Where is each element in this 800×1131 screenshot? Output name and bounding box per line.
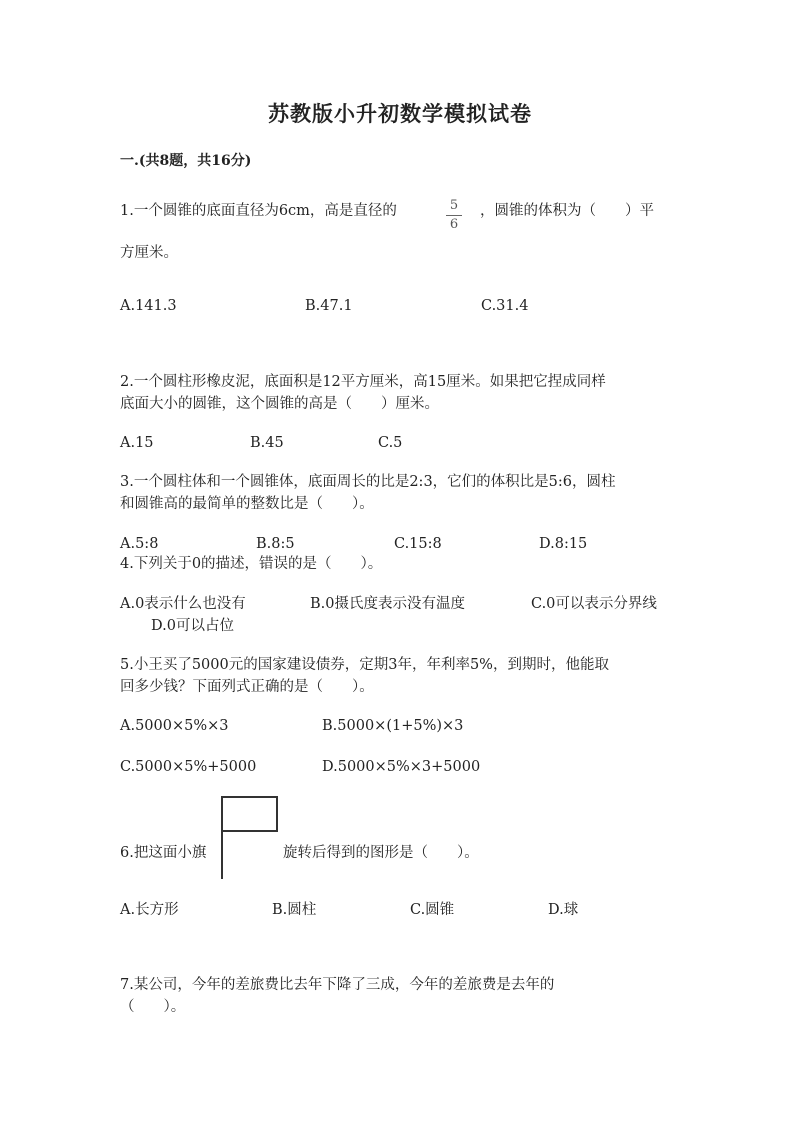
question-2-text-b: 底面大小的圆锥，这个圆锥的高是（ ）厘米。 [120, 396, 439, 412]
fraction-numerator: 5 [449, 198, 459, 213]
question-3-text-b: 和圆锥高的最简单的整数比是（ ）。 [120, 496, 374, 512]
fraction-denominator: 6 [449, 217, 459, 232]
option-b[interactable]: B.8:5 [256, 536, 295, 552]
question-1-text-a: 1.一个圆锥的底面直径为6cm，高是直径的 [120, 203, 397, 219]
option-b[interactable]: B.圆柱 [272, 902, 317, 918]
option-b[interactable]: B.45 [250, 435, 284, 451]
option-d[interactable]: D.球 [548, 902, 579, 918]
option-b[interactable]: B.47.1 [305, 298, 353, 314]
option-b[interactable]: B.0摄氏度表示没有温度 [310, 596, 465, 612]
option-a[interactable]: A.5000×5%×3 [120, 718, 229, 734]
question-5-text-a: 5.小王买了5000元的国家建设债券，定期3年，年利率5%，到期时，他能取 [120, 657, 609, 673]
option-c[interactable]: C.5000×5%+5000 [120, 759, 257, 775]
question-4-text: 4.下列关于0的描述，错误的是（ ）。 [120, 556, 383, 572]
option-c[interactable]: C.0可以表示分界线 [531, 596, 657, 612]
question-2-text-a: 2.一个圆柱形橡皮泥，底面积是12平方厘米，高15厘米。如果把它捏成同样 [120, 374, 606, 390]
option-b[interactable]: B.5000×(1+5%)×3 [322, 718, 464, 734]
section-header: 一.(共8题，共16分) [120, 153, 252, 169]
question-3-text-a: 3.一个圆柱体和一个圆锥体，底面周长的比是2:3，它们的体积比是5:6，圆柱 [120, 474, 616, 490]
option-c[interactable]: C.5 [378, 435, 403, 451]
option-a[interactable]: A.141.3 [120, 298, 177, 314]
question-7-text-b: （ ）。 [120, 999, 186, 1015]
flag-cloth [222, 797, 277, 831]
option-c[interactable]: C.15:8 [394, 536, 442, 552]
fraction-five-sixths [443, 198, 465, 233]
option-d[interactable]: D.5000×5%×3+5000 [322, 759, 481, 775]
option-a[interactable]: A.5:8 [120, 536, 159, 552]
option-d[interactable]: D.0可以占位 [151, 618, 234, 634]
question-6-text-b: 旋转后得到的图形是（ ）。 [283, 845, 479, 861]
option-a[interactable]: A.0表示什么也没有 [120, 596, 246, 612]
question-7-text-a: 7.某公司，今年的差旅费比去年下降了三成，今年的差旅费是去年的 [120, 977, 555, 993]
question-5-text-b: 回多少钱？下面列式正确的是（ ）。 [120, 679, 374, 695]
option-a[interactable]: A.15 [120, 435, 154, 451]
flag-figure [218, 795, 282, 881]
page-title: 苏教版小升初数学模拟试卷 [268, 101, 532, 126]
fraction-bar [446, 215, 462, 216]
option-c[interactable]: C.31.4 [481, 298, 529, 314]
option-a[interactable]: A.长方形 [120, 902, 179, 918]
option-d[interactable]: D.8:15 [539, 536, 588, 552]
option-c[interactable]: C.圆锥 [410, 902, 455, 918]
question-6-text-a: 6.把这面小旗 [120, 845, 207, 861]
question-1-text-b: ，圆锥的体积为（ ）平 [480, 203, 654, 219]
question-1-text-c: 方厘米。 [120, 245, 178, 261]
